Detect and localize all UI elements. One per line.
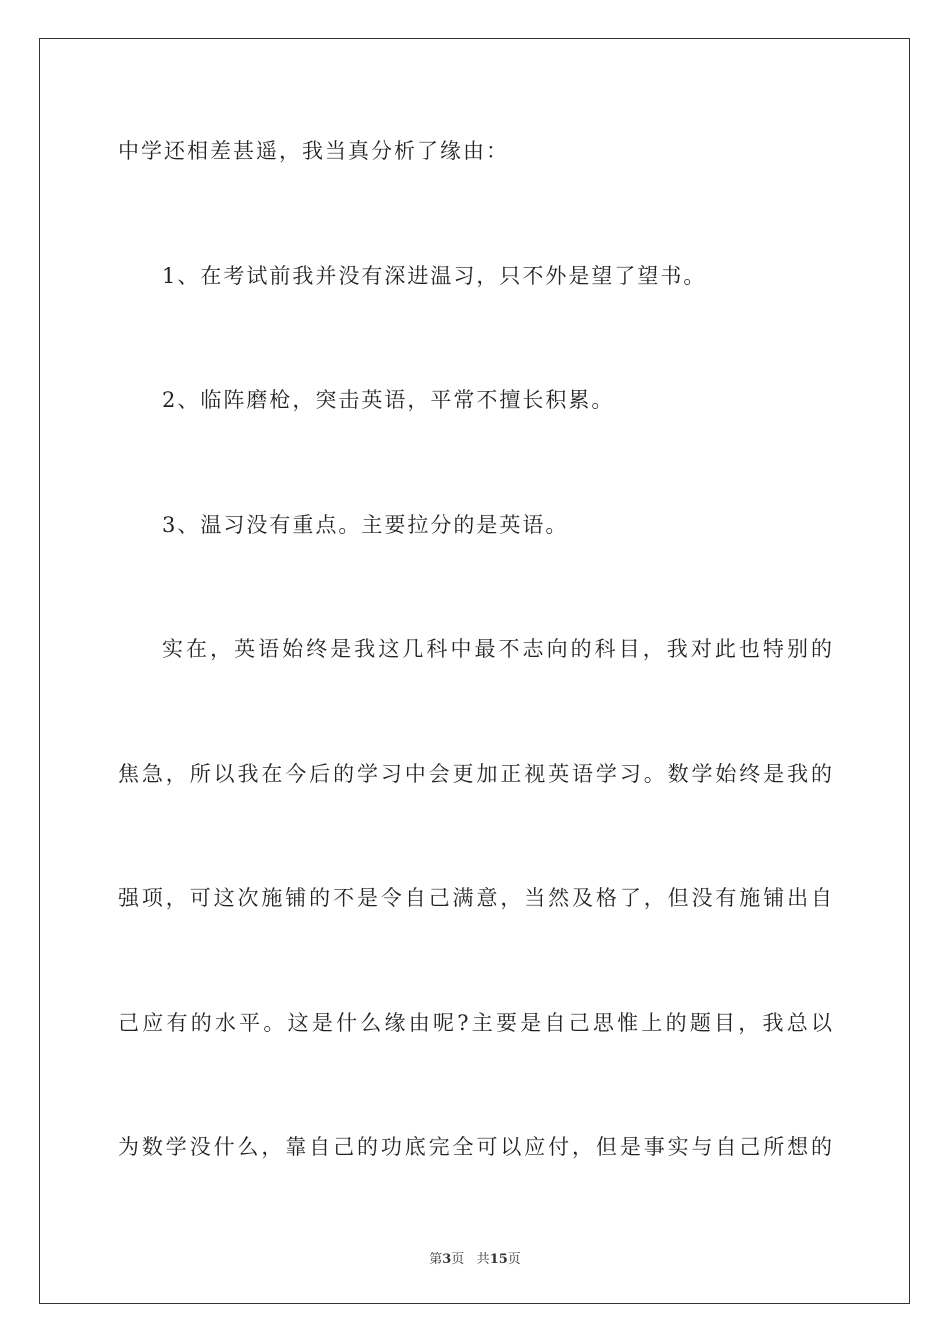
page-suffix: 页 [451, 1252, 465, 1267]
text-line-1: 中学还相差甚遥，我当真分析了缘由： [118, 139, 509, 163]
total-pages: 15 [489, 1252, 508, 1267]
paragraph-line-5: 为数学没什么，靠自己的功底完全可以应付，但是事实与自己所想的 [118, 1135, 832, 1159]
page-prefix: 第 [429, 1252, 443, 1267]
paragraph-line-3: 强项，可这次施铺的不是令自己满意，当然及格了，但没有施铺出自 [118, 886, 832, 910]
paragraph-line-1: 实在，英语始终是我这几科中最不志向的科目，我对此也特别的 [162, 637, 832, 661]
page-footer [0, 1248, 950, 1267]
list-item-2: 2、临阵磨枪，突击英语，平常不擅长积累。 [162, 388, 615, 412]
total-prefix: 共 [476, 1252, 490, 1267]
total-suffix: 页 [507, 1252, 521, 1267]
page-frame [39, 38, 910, 1304]
list-item-3: 3、温习没有重点。主要拉分的是英语。 [162, 513, 569, 537]
paragraph-line-2: 焦急，所以我在今后的学习中会更加正视英语学习。数学始终是我的 [118, 762, 832, 786]
page-number: 3 [442, 1252, 452, 1267]
paragraph-line-4: 己应有的水平。这是什么缘由呢?主要是自己思惟上的题目，我总以 [118, 1011, 832, 1035]
list-item-1: 1、在考试前我并没有深进温习，只不外是望了望书。 [162, 264, 707, 288]
